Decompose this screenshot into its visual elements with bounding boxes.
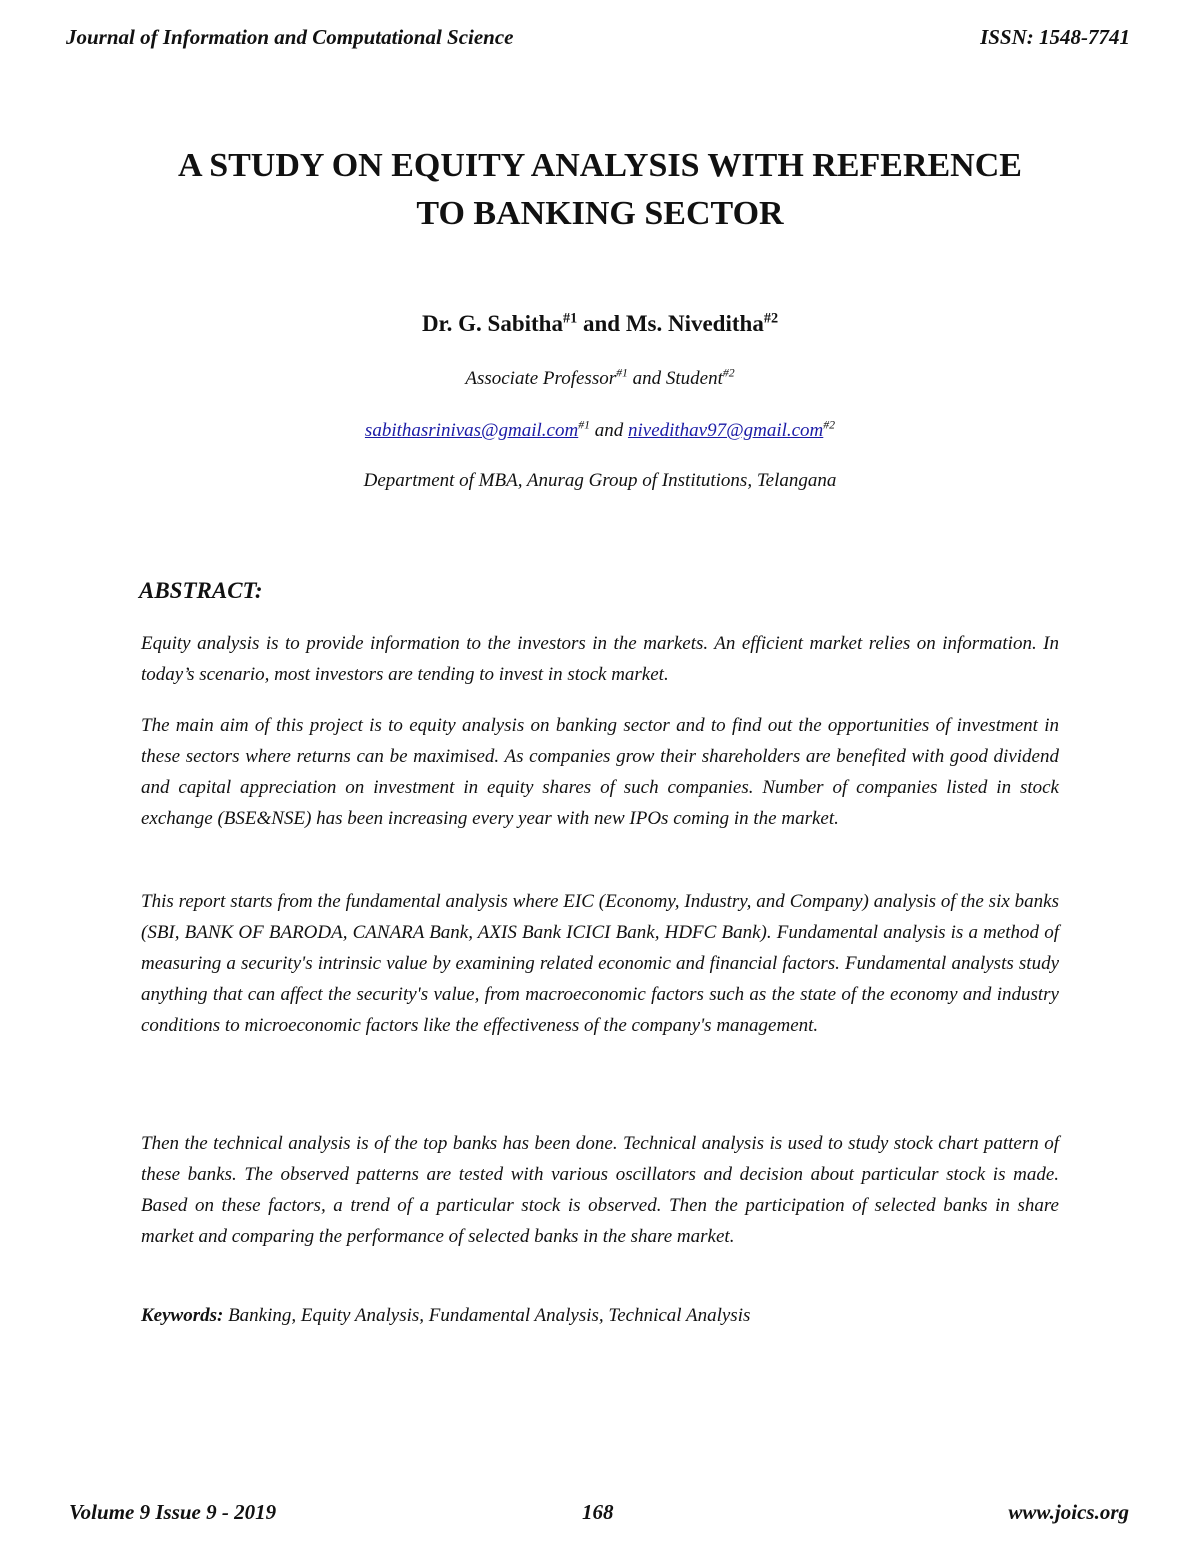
issn: ISSN: 1548-7741 <box>980 25 1130 49</box>
author-2-marker: #2 <box>763 310 779 327</box>
keywords-label: Keywords: <box>141 1305 224 1326</box>
volume-info: Volume 9 Issue 9 - 2019 <box>69 1500 277 1524</box>
abstract-heading: ABSTRACT: <box>139 578 263 603</box>
journal-name: Journal of Information and Computational Science <box>66 25 514 49</box>
abstract-paragraph-4: Then the technical analysis is of the top banks has been done. Technical analysis is used to study stock chart pattern of these banks. The observed patterns are tested with various oscillators and decision about particular stock is made. Based on these factors, a trend of a particular stock is observed. Then the participation of selected banks in share market and comparing the performance of selected banks in the share market. <box>141 1133 1059 1247</box>
department: Department of MBA, Anurag Group of Institutions, Telangana <box>363 470 837 491</box>
email-link-1[interactable]: sabithasrinivas@gmail.com <box>364 420 579 441</box>
role-2-marker: #2 <box>722 366 735 380</box>
email-1-marker: #1 <box>578 418 590 432</box>
author-2: Ms. Niveditha <box>625 311 764 336</box>
abstract-paragraph-2: The main aim of this project is to equity analysis on banking sector and to find out the opportunities of investment in these sectors where returns can be maximised. As companies grow their shareholders are benefited with good dividend and capital appreciation on investment in equity shares of such companies. Number of companies listed in stock exchange (BSE&NSE) has been increasing every year with new IPOs coming in the market. <box>141 715 1059 829</box>
role-1: Associate Professor <box>465 368 617 389</box>
keywords <box>141 1305 750 1327</box>
authors <box>0 311 1200 337</box>
author-1-marker: #1 <box>562 310 578 327</box>
email-2-marker: #2 <box>823 418 836 432</box>
author-1: Dr. G. Sabitha <box>421 311 563 336</box>
paper-title <box>100 142 1100 238</box>
authors-connector: and <box>577 311 626 336</box>
title-line-2: TO BANKING SECTOR <box>416 195 784 232</box>
abstract-paragraph-3: This report starts from the fundamental analysis where EIC (Economy, Industry, and Company) analysis of the six banks (SBI, BANK OF BARODA, CANARA Bank, AXIS Bank ICICI Bank, HDFC Bank). Fundamental analysis is a method of measuring a security's intrinsic value by examining related economic and financial factors. Fundamental analysts study anything that can affect the security's value, from macroeconomic factors such as the state of the economy and industry conditions to microeconomic factors like the effectiveness of the company's management. <box>141 891 1059 1036</box>
role-1-marker: #1 <box>616 366 628 380</box>
page-number: 168 <box>582 1500 614 1524</box>
role-2: Student <box>665 368 723 389</box>
affiliation-connector: and <box>627 368 666 389</box>
emails <box>0 420 1200 442</box>
website: www.joics.org <box>1008 1500 1129 1524</box>
affiliation <box>0 368 1200 390</box>
abstract-paragraph-1: Equity analysis is to provide information to the investors in the markets. An efficient market relies on information. In today’s scenario, most investors are tending to invest in stock market. <box>141 633 1059 685</box>
title-line-1: A STUDY ON EQUITY ANALYSIS WITH REFERENCE <box>178 147 1022 184</box>
keywords-list: Banking, Equity Analysis, Fundamental Analysis, Technical Analysis <box>223 1305 751 1326</box>
emails-connector: and <box>589 420 628 441</box>
email-link-2[interactable]: nivedithav97@gmail.com <box>627 420 824 441</box>
